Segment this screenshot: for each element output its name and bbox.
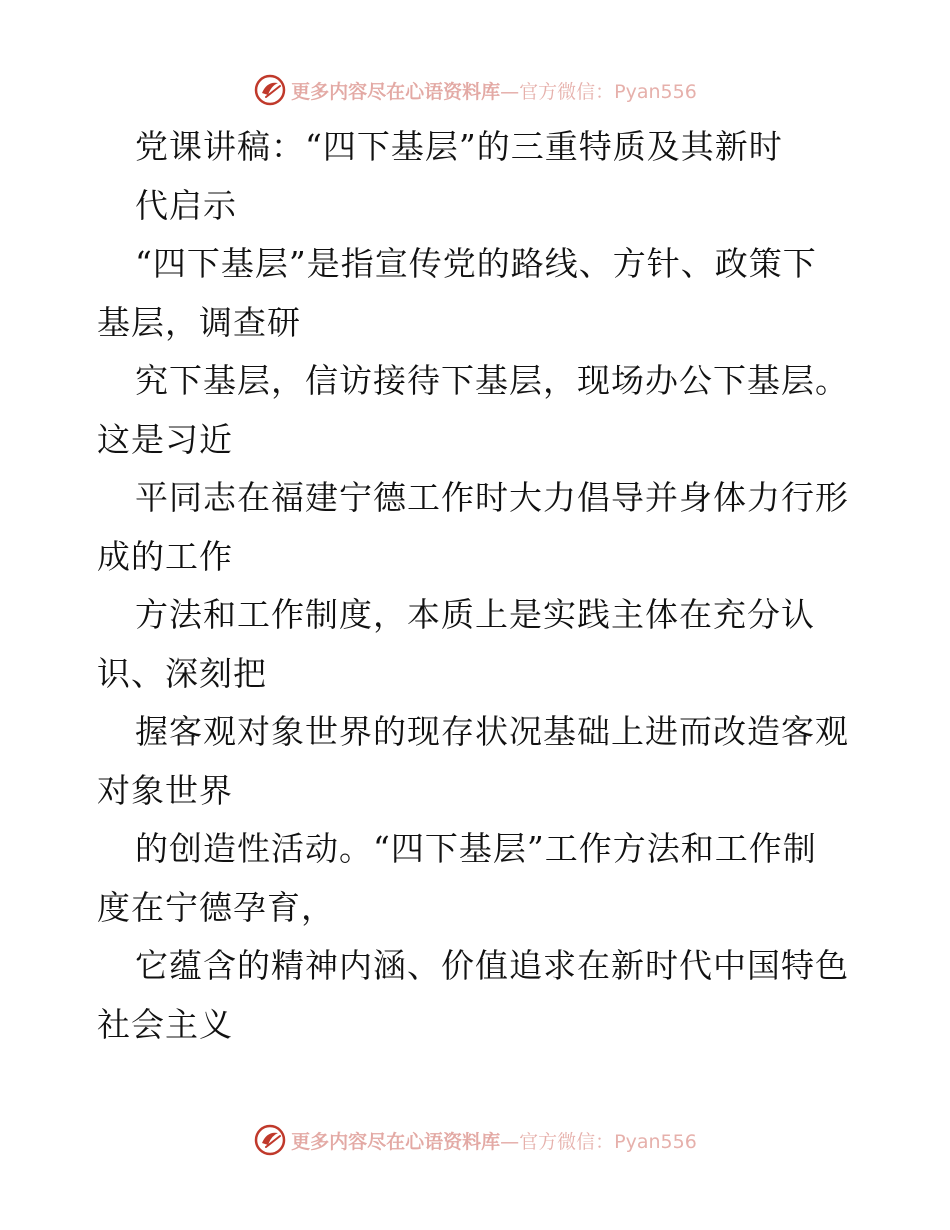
footer-banner (0, 1120, 950, 1160)
paragraph-line: 这是习近 (97, 419, 233, 459)
footer-banner-title: 更多内容尽在心语资料库 (291, 1130, 501, 1153)
document-title-line-1: 党课讲稿：“四下基层”的三重特质及其新时 (135, 127, 783, 166)
paragraph-line: “四下基层”是指宣传党的路线、方针、政策下 (135, 244, 817, 283)
paragraph-line: 基层，调查研 (97, 302, 301, 342)
paragraph-line: 握客观对象世界的现存状况基础上进而改造客观 (135, 712, 849, 751)
footer-banner-wechat: 官方微信：Pyan556 (519, 1130, 697, 1153)
paragraph-line: 究下基层，信访接待下基层，现场办公下基层。 (135, 361, 849, 400)
document-body (97, 118, 867, 1054)
paragraph-line: 方法和工作制度，本质上是实践主体在充分认 (135, 595, 815, 634)
brand-logo-icon (253, 73, 287, 107)
header-banner-separator: — (500, 80, 520, 103)
header-banner-title: 更多内容尽在心语资料库 (291, 80, 501, 103)
paragraph-line: 对象世界 (97, 770, 233, 810)
header-banner (0, 70, 950, 110)
paragraph-line: 度在宁德孕育， (97, 887, 335, 927)
paragraph-line: 它蕴含的精神内涵、价值追求在新时代中国特色 (135, 946, 849, 985)
paragraph-line: 识、深刻把 (97, 653, 267, 693)
header-banner-text (291, 77, 697, 104)
header-banner-wechat: 官方微信：Pyan556 (519, 80, 697, 103)
paragraph-line: 平同志在福建宁德工作时大力倡导并身体力行形 (135, 478, 849, 517)
footer-banner-separator: — (500, 1130, 520, 1153)
paragraph-line: 社会主义 (97, 1004, 233, 1044)
brand-logo-icon (253, 1123, 287, 1157)
footer-banner-text (291, 1127, 697, 1154)
document-title-line-2: 代启示 (135, 185, 237, 225)
paragraph-line: 成的工作 (97, 536, 233, 576)
paragraph-line: 的创造性活动。“四下基层”工作方法和工作制 (135, 829, 817, 868)
